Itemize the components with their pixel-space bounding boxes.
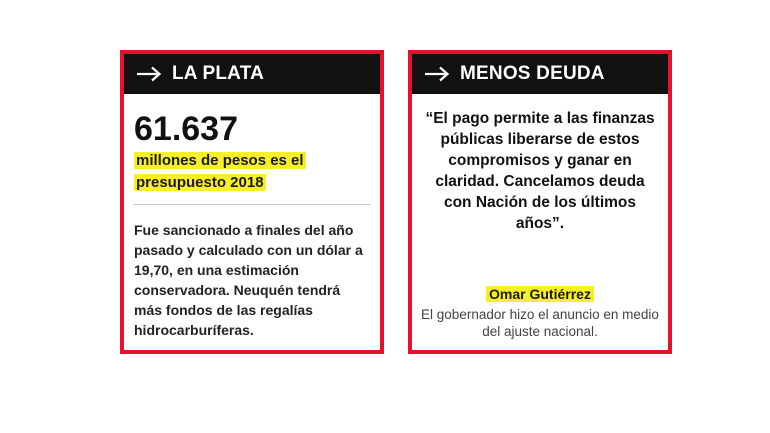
budget-description [134, 150, 306, 194]
la-plata-card [120, 50, 384, 354]
arrow-right-icon [424, 66, 450, 82]
card-title: MENOS DEUDA [460, 63, 605, 84]
quote-text: “El pago permite a las finanzas públicas liberarse de estos compromisos y ganar en claridad. Cancelamos deuda con Nación de los últimos años”. [425, 110, 655, 232]
card-title: LA PLATA [172, 63, 265, 84]
budget-number: 61.637 [134, 110, 238, 148]
divider [134, 204, 370, 205]
highlight-line: presupuesto 2018 [136, 174, 264, 191]
author-caption: El gobernador hizo el anuncio en medio del ajuste nacional. [421, 307, 659, 339]
card-header [412, 54, 668, 94]
quote-author [412, 286, 668, 302]
card-header [124, 54, 380, 94]
author-name: Omar Gutiérrez [486, 286, 594, 302]
card-body-text: Fue sancionado a finales del año pasado y calculado con un dólar a 19,70, en una estimación conservadora. Neuquén tendrá más fondos de las regalías hidrocarburíferas. [134, 222, 363, 338]
highlight-line: millones de pesos es el [136, 152, 304, 169]
menos-deuda-card [408, 50, 672, 354]
arrow-right-icon [136, 66, 162, 82]
